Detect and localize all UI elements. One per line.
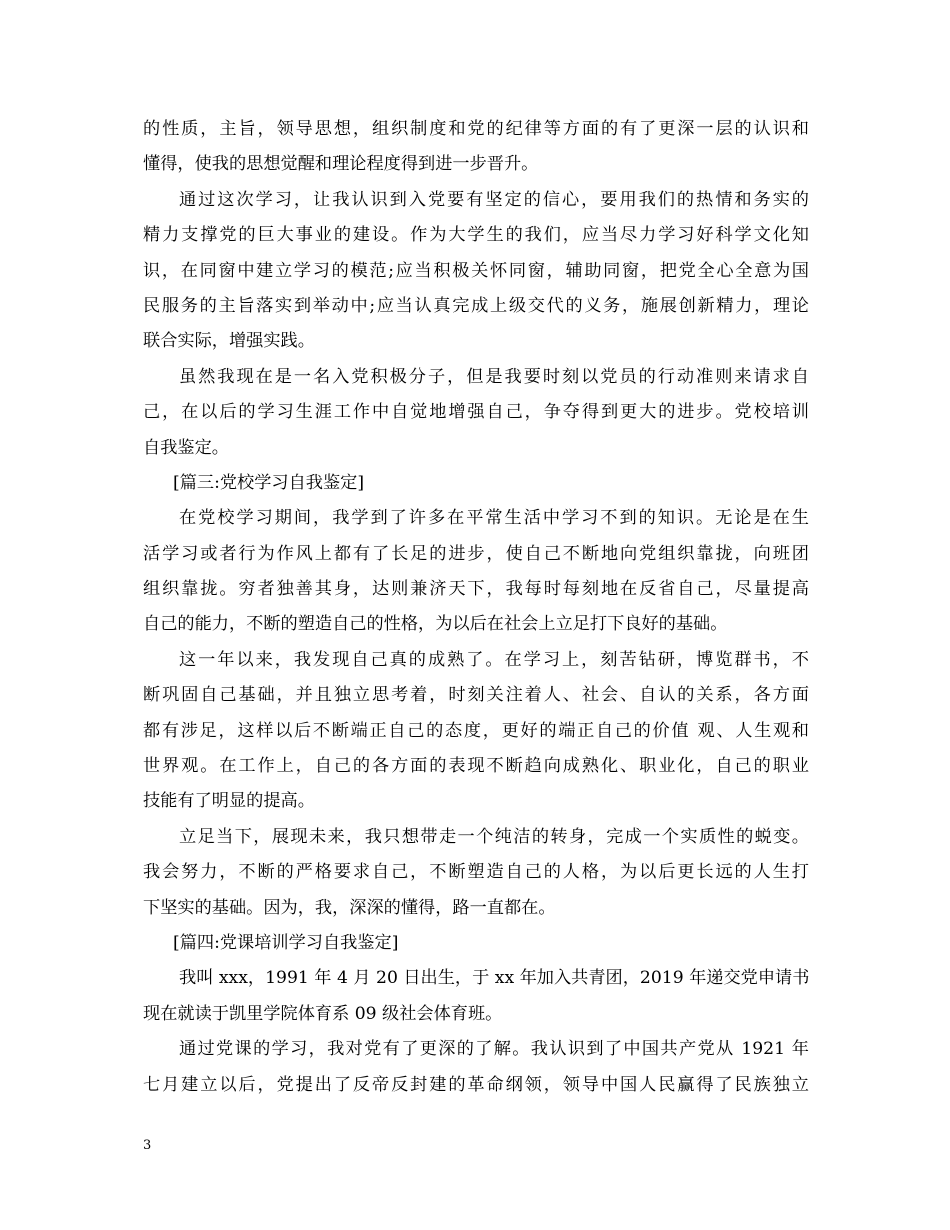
text-line: 组织靠拢。穷者独善其身，达则兼济天下，我每时每刻地在反省自己，尽量提高 — [143, 579, 809, 600]
text-line: 通过这次学习，让我认识到入党要有坚定的信心，要用我们的热情和务实的 — [179, 189, 809, 210]
text-line: 精力支撑党的巨大事业的建设。作为大学生的我们，应当尽力学习好科学文化知 — [143, 225, 809, 246]
text-line: 都有涉足，这样以后不断端正自己的态度，更好的端正自己的价值 观、人生观和 — [143, 720, 809, 741]
document-body — [143, 112, 809, 1103]
text-line: 七月建立以后，党提出了反帝反封建的革命纲领，领导中国人民赢得了民族独立 — [143, 1074, 809, 1095]
text-line: 世界观。在工作上，自己的各方面的表现不断趋向成熟化、职业化，自己的职业 — [143, 756, 809, 777]
text-line: 活学习或者行为作风上都有了长足的进步，使自己不断地向党组织靠拢，向班团 — [143, 543, 809, 564]
text-line: 的性质，主旨，领导思想，组织制度和党的纪律等方面的有了更深一层的认识和 — [143, 119, 809, 139]
text-line: 下坚实的基础。因为，我，深深的懂得，路一直都在。 — [143, 897, 556, 918]
text-line: 我会努力，不断的严格要求自己，不断塑造自己的人格，为以后更长远的人生打 — [143, 862, 809, 883]
text-line: 虽然我现在是一名入党积极分子，但是我要时刻以党员的行动准则来请求自 — [179, 366, 809, 387]
text-line: 立足当下，展现未来，我只想带走一个纯洁的转身，完成一个实质性的蜕变。 — [179, 826, 809, 847]
text-line: 懂得，使我的思想觉醒和理论程度得到进一步晋升。 — [143, 154, 539, 175]
text-line: 通过党课的学习，我对党有了更深的了解。我认识到了中国共产党从 1921 年 — [179, 1039, 809, 1060]
text-line: 民服务的主旨落实到举动中;应当认真完成上级交代的义务，施展创新精力，理论 — [143, 295, 809, 316]
text-line: 技能有了明显的提高。 — [143, 791, 315, 812]
section-heading: [篇四:党课培训学习自我鉴定] — [173, 932, 399, 953]
text-line: 己，在以后的学习生涯工作中自觉地增强自己，争夺得到更大的进步。党校培训 — [143, 402, 809, 423]
text-line: 这一年以来，我发现自己真的成熟了。在学习上，刻苦钻研，博览群书，不 — [179, 649, 809, 670]
text-line: 自己的能力，不断的塑造自己的性格，为以后在社会上立足打下良好的基础。 — [143, 614, 728, 635]
text-line: 联合实际，增强实践。 — [143, 331, 315, 352]
text-line: 识，在同窗中建立学习的模范;应当积极关怀同窗，辅助同窗，把党全心全意为国 — [143, 260, 809, 281]
page-number: 3 — [143, 1138, 152, 1153]
text-line: 断巩固自己基础，并且独立思考着，时刻关注着人、社会、自认的关系，各方面 — [143, 685, 809, 706]
text-line: 在党校学习期间，我学到了许多在平常生活中学习不到的知识。无论是在生 — [179, 508, 809, 529]
text-line: 我叫 xxx，1991 年 4 月 20 日出生，于 xx 年加入共青团，2019 年递交党申请书 — [179, 968, 810, 989]
text-line: 现在就读于凯里学院体育系 09 级社会体育班。 — [143, 1003, 503, 1024]
section-heading: [篇三:党校学习自我鉴定] — [173, 472, 365, 493]
text-line: 自我鉴定。 — [143, 437, 229, 458]
